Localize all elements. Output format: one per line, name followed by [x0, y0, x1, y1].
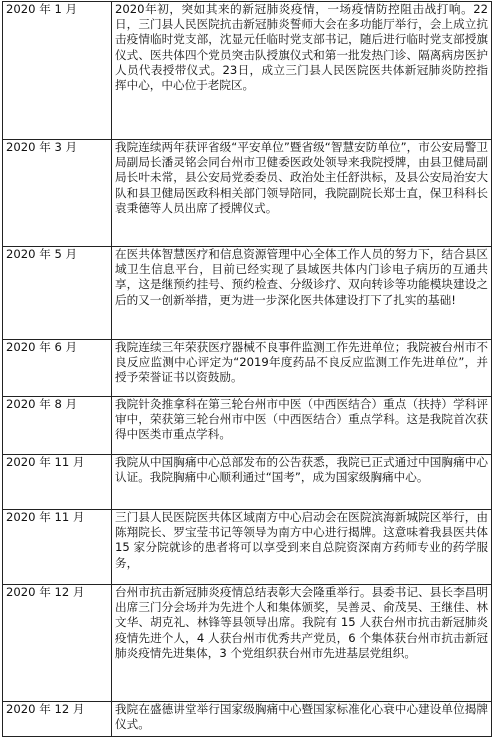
event-cell: 三门县人民医院医共体区域南方中心启动会在医院滨海新城院区举行，由陈翔院长、罗宝莹书记等领导为南方中心进行揭牌。这意味着我县医共体 15 家分院就诊的患者将可以享受到来自总院资深南方药师专业的药学服务， [112, 510, 492, 585]
event-cell: 2020年初，突如其来的新冠肺炎疫情，一场疫情防控阻击战打响。22日，三门县人民医院抗击新冠肺炎誓师大会在多功能厅举行，会上成立抗击疫情临时党支部，沈显元任临时党支部书记，随后进行临时党支部授旗仪式、医共体四个党员突击队授旗仪式和第一批发热门诊、隔离病房医护人员代表授带仪式。23日，成立三门县人民医院医共体新冠肺炎防控指挥中心，中心位于老院区。 [112, 2, 492, 140]
date-cell: 2020 年 11 月 [3, 455, 112, 510]
date-cell: 2020 年 8 月 [3, 397, 112, 455]
date-cell: 2020 年 3 月 [3, 140, 112, 247]
date-cell: 2020 年 12 月 [3, 585, 112, 702]
table-row [3, 455, 492, 510]
table-row [3, 2, 492, 140]
table-row [3, 585, 492, 702]
table-row [3, 340, 492, 397]
date-cell: 2020 年 1 月 [3, 2, 112, 140]
table-row [3, 397, 492, 455]
event-cell: 我院连续三年荣获医疗器械不良事件监测工作先进单位；我院被台州市不良反应监测中心评定为“2019年度药品不良反应监测工作先进单位”，并授予荣誉证书以资鼓励。 [112, 340, 492, 397]
date-cell: 2020 年 11 月 [3, 510, 112, 585]
event-cell: 我院连续两年获评省级“平安单位”暨省级“智慧安防单位”，市公安局警卫局副局长潘灵铭会同台州市卫健委医政处领导来我院授牌，由县卫健局副局长叶未常，县公安局党委委员、政治处主任舒洪标，及县公安局治安大队和县卫健局医政科相关部门领导陪同，我院副院长郑士直，保卫科科长袁秉德等人员出席了授牌仪式。 [112, 140, 492, 247]
date-cell: 2020 年 5 月 [3, 247, 112, 340]
event-cell: 我院在盛德讲堂举行国家级胸痛中心暨国家标准化心衰中心建设单位揭牌仪式。 [112, 702, 492, 737]
date-cell: 2020 年 12 月 [3, 702, 112, 737]
table-row [3, 140, 492, 247]
event-cell: 在医共体智慧医疗和信息资源管理中心全体工作人员的努力下，结合县区域卫生信息平台，目前已经实现了县域医共体内门诊电子病历的互通共享，这是继预约挂号、预约检查、分级诊疗、双向转诊等功能模块建设之后的又一创新举措，更为进一步深化医共体建设打下了扎实的基础! [112, 247, 492, 340]
date-cell: 2020 年 6 月 [3, 340, 112, 397]
event-cell: 我院从中国胸痛中心总部发布的公告获悉，我院已正式通过中国胸痛中心认证。我院胸痛中心顺利通过“国考”，成为国家级胸痛中心。 [112, 455, 492, 510]
event-cell: 我院针灸推拿科在第三轮台州市中医（中西医结合）重点（扶持）学科评审中，荣获第三轮台州市中医（中西医结合）重点学科。这是我院首次获得中医类市重点学科。 [112, 397, 492, 455]
timeline-table [2, 1, 492, 737]
event-cell: 台州市抗击新冠肺炎疫情总结表彰大会隆重举行。县委书记、县长李昌明出席三门分会场并为先进个人和集体颁奖，吴善灵、俞茂昊、王继佳、林文华、胡克礼、林锋等县领导出席。我院有 15 人获台州市抗击新冠肺炎疫情先进个人，4 人获台州市优秀共产党员，6 个集体获台州市抗击新冠肺炎疫情先进集体，3 个党组织获台州市先进基层党组织。 [112, 585, 492, 702]
table-row [3, 247, 492, 340]
table-row [3, 702, 492, 737]
table-row [3, 510, 492, 585]
